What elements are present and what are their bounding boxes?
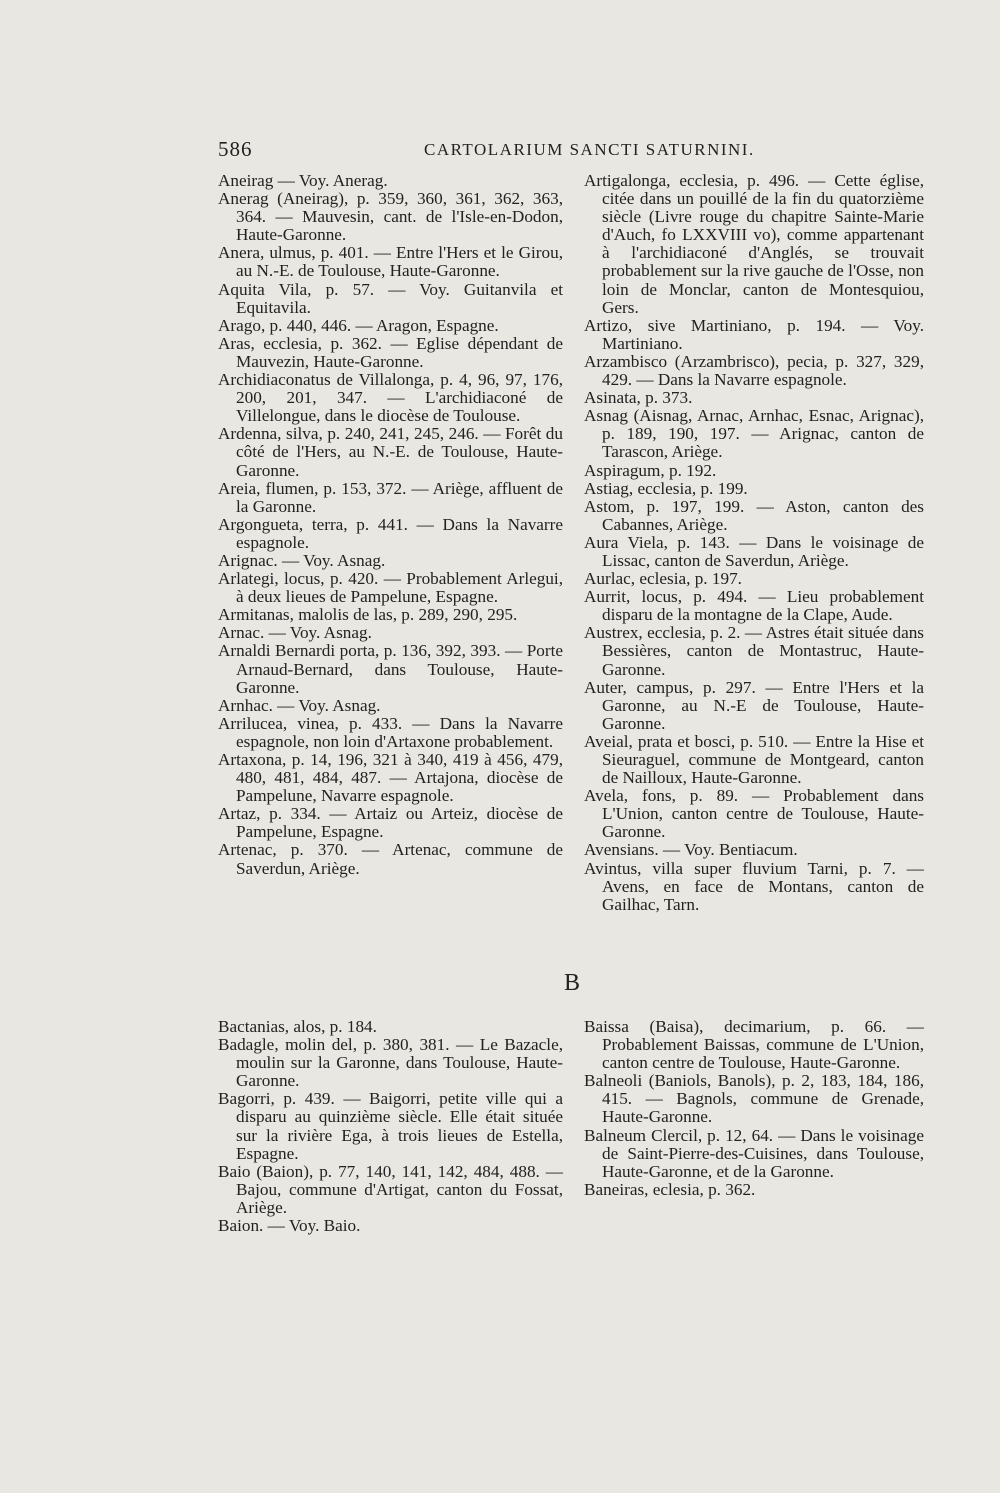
index-entry: Baio (Baion), p. 77, 140, 141, 142, 484, 488. — Bajou, commune d'Artigat, canton du Fossat, Ariège.: [218, 1161, 563, 1217]
index-column-a-left: [218, 172, 563, 878]
index-entry: Avensians. — Voy. Bentiacum.: [584, 840, 798, 860]
index-entry: Artaxona, p. 14, 196, 321 à 340, 419 à 456, 479, 480, 481, 484, 487. — Artajona, diocèse de Pampelune, Navarre espagnole.: [218, 750, 563, 806]
index-entry: Avintus, villa super fluvium Tarni, p. 7. — Avens, en face de Montans, canton de Gailhac, Tarn.: [584, 858, 924, 914]
index-entry: Aneirag — Voy. Anerag.: [218, 171, 388, 190]
index-entry: Balneum Clercil, p. 12, 64. — Dans le voisinage de Saint-Pierre-des-Cuisines, dans Toulouse, Haute-Garonne, et de la Garonne.: [584, 1125, 924, 1181]
index-entry: Aurlac, eclesia, p. 197.: [584, 569, 742, 589]
index-entry: Arlategi, locus, p. 420. — Probablement Arlegui, à deux lieues de Pampelune, Espagne.: [218, 569, 563, 607]
index-entry: Archidiaconatus de Villalonga, p. 4, 96, 97, 176, 200, 201, 347. — L'archidiaconé de Villelongue, dans le diocèse de Toulouse.: [218, 370, 563, 426]
index-entry: Baissa (Baisa), decimarium, p. 66. — Probablement Baissas, commune de L'Union, canton centre de Toulouse, Haute-Garonne.: [584, 1017, 924, 1073]
index-entry: Badagle, molin del, p. 380, 381. — Le Bazacle, moulin sur la Garonne, dans Toulouse, Haute-Garonne.: [218, 1035, 563, 1091]
running-title: CARTOLARIUM SANCTI SATURNINI.: [424, 140, 755, 159]
index-entry: Armitanas, malolis de las, p. 289, 290, 295.: [218, 605, 518, 625]
index-entry: Aurrit, locus, p. 494. — Lieu probablement disparu de la montagne de la Clape, Aude.: [584, 587, 924, 625]
index-entry: Artigalonga, ecclesia, p. 496. — Cette église, citée dans un pouillé de la fin du quatorzième siècle (Livre rouge du chapitre Sainte-Marie d'Auch, fo LXXVIII vo), comme appartenant à l'archidiaconé d'Anglés, se trouvait probablement sur la rive gauche de l'Osse, non loin de Monclar, canton de Montesquiou, Gers.: [584, 171, 924, 317]
index-entry: Anera, ulmus, p. 401. — Entre l'Hers et le Girou, au N.-E. de Toulouse, Haute-Garonne.: [218, 243, 563, 281]
index-entry: Aras, ecclesia, p. 362. — Eglise dépendant de Mauvezin, Haute-Garonne.: [218, 333, 563, 371]
index-entry: Arzambisco (Arzambrisco), pecia, p. 327, 329, 429. — Dans la Navarre espagnole.: [584, 351, 924, 390]
index-entry: Astom, p. 197, 199. — Aston, canton des Cabannes, Ariège.: [584, 496, 924, 534]
index-entry: Arignac. — Voy. Asnag.: [218, 550, 386, 570]
index-entry: Artaz, p. 334. — Artaiz ou Arteiz, diocèse de Pampelune, Espagne.: [218, 804, 563, 842]
index-entry: Artenac, p. 370. — Artenac, commune de Saverdun, Ariège.: [218, 840, 563, 878]
index-entry: Arnaldi Bernardi porta, p. 136, 392, 393. — Porte Arnaud-Bernard, dans Toulouse, Haute-Garonne.: [218, 641, 563, 697]
index-entry: Baneiras, eclesia, p. 362.: [584, 1179, 756, 1199]
index-entry: Aveial, prata et bosci, p. 510. — Entre la Hise et Sieuraguel, commune de Montgeard, canton de Nailloux, Haute-Garonne.: [584, 731, 924, 788]
index-entry: Austrex, ecclesia, p. 2. — Astres était située dans Bessières, canton de Montastruc, Haute-Garonne.: [584, 623, 924, 679]
index-entry: Baion. — Voy. Baio.: [218, 1216, 361, 1236]
section-letter-b: B: [564, 970, 581, 996]
index-entry: Astiag, ecclesia, p. 199.: [584, 478, 748, 498]
index-entry: Bactanias, alos, p. 184.: [218, 1017, 377, 1036]
index-column-a-right: [584, 172, 924, 914]
page-number: 586: [218, 137, 253, 161]
index-column-b-right: [584, 1018, 924, 1199]
index-entry: Asnag (Aisnag, Arnac, Arnhac, Esnac, Arignac), p. 189, 190, 197. — Arignac, canton de Tarascon, Ariège.: [584, 406, 924, 462]
index-entry: Arago, p. 440, 446. — Aragon, Espagne.: [218, 315, 499, 335]
index-entry: Avela, fons, p. 89. — Probablement dans L'Union, canton centre de Toulouse, Haute-Garonne.: [584, 786, 924, 842]
index-entry: Asinata, p. 373.: [584, 388, 693, 408]
index-entry: Aura Viela, p. 143. — Dans le voisinage de Lissac, canton de Saverdun, Ariège.: [584, 532, 924, 570]
index-entry: Ardenna, silva, p. 240, 241, 245, 246. — Forêt du côté de l'Hers, au N.-E. de Toulouse, Haute-Garonne.: [218, 424, 563, 480]
index-entry: Anerag (Aneirag), p. 359, 360, 361, 362, 363, 364. — Mauvesin, cant. de l'Isle-en-Dodon, Haute-Garonne.: [218, 189, 563, 245]
index-entry: Bagorri, p. 439. — Baigorri, petite ville qui a disparu au quinzième siècle. Elle était située sur la rivière Ega, à trois lieues de Estella, Espagne.: [218, 1089, 563, 1163]
index-entry: Argongueta, terra, p. 441. — Dans la Navarre espagnole.: [218, 514, 563, 552]
index-entry: Arrilucea, vinea, p. 433. — Dans la Navarre espagnole, non loin d'Artaxone probablement.: [218, 713, 563, 751]
index-entry: Balneoli (Baniols, Banols), p. 2, 183, 184, 186, 415. — Bagnols, commune de Grenade, Haute-Garonne.: [584, 1071, 924, 1127]
index-entry: Aquita Vila, p. 57. — Voy. Guitanvila et Equitavila.: [218, 279, 563, 317]
index-entry: Arnac. — Voy. Asnag.: [218, 623, 372, 643]
index-entry: Areia, flumen, p. 153, 372. — Ariège, affluent de la Garonne.: [218, 478, 563, 516]
index-column-b-left: [218, 1018, 563, 1235]
index-entry: Aspiragum, p. 192.: [584, 460, 717, 480]
index-entry: Artizo, sive Martiniano, p. 194. — Voy. Martiniano.: [584, 315, 924, 353]
index-entry: Arnhac. — Voy. Asnag.: [218, 695, 381, 715]
index-entry: Auter, campus, p. 297. — Entre l'Hers et la Garonne, au N.-E de Toulouse, Haute-Garonne.: [584, 677, 924, 733]
